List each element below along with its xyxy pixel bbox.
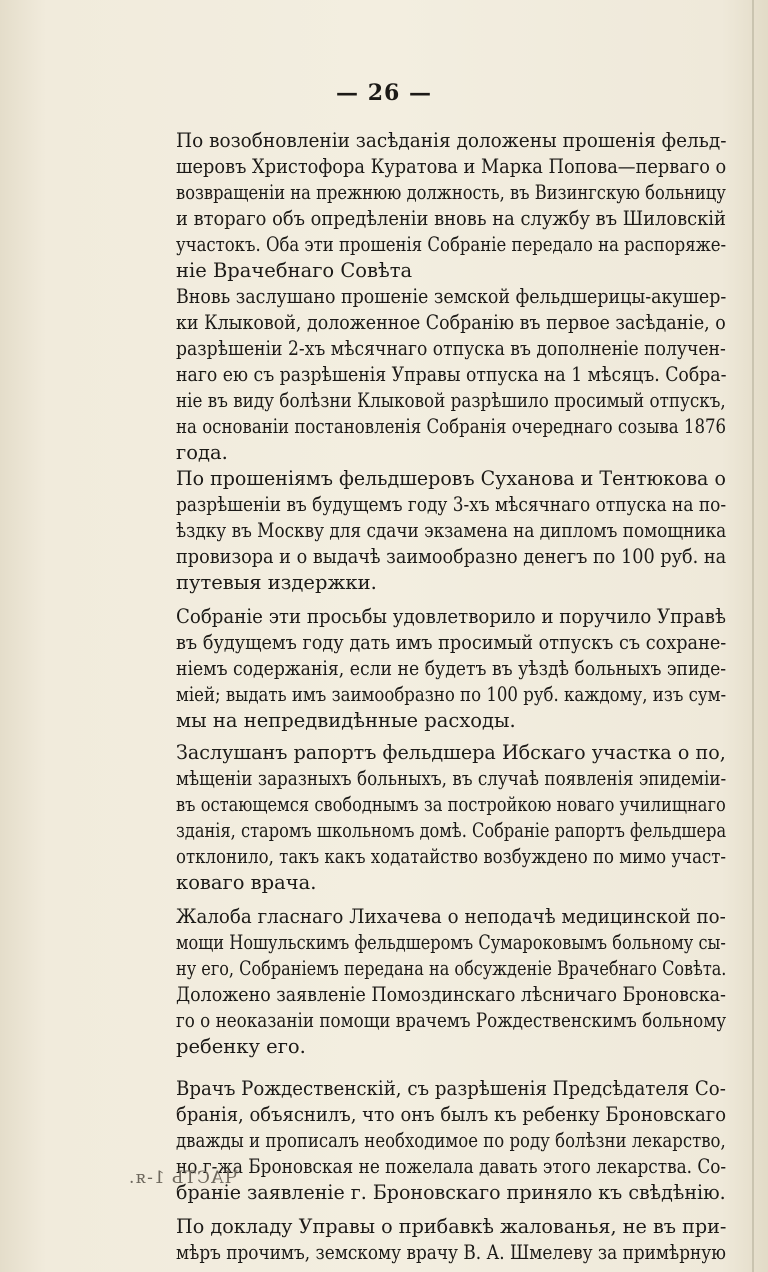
text-line: и втораго объ опредѣленіи вновь на службу въ Шиловскій: [176, 207, 726, 230]
text-line: зданія, старомъ школьномъ домѣ. Собраніе рапортъ фельдшера: [176, 819, 727, 842]
text-line: Жалоба гласнаго Лихачева о неподачѣ медицинской по-: [176, 905, 726, 928]
text-line: мощи Ношульскимъ фельдшеромъ Сумароковымъ больному сы-: [176, 931, 726, 954]
text-line: мы на непредвидѣнные расходы.: [176, 709, 516, 732]
paragraph: [176, 604, 726, 734]
text-line: Врачъ Рождественскій, съ разрѣшенія Предсѣдателя Со-: [176, 1077, 726, 1100]
text-line: ніе въ виду болѣзни Клыковой разрѣшило просимый отпускъ,: [176, 389, 726, 412]
footer-mark: ЧАСТЬ 1-я.: [128, 1168, 238, 1188]
paragraph: [176, 1076, 726, 1206]
text-line: ѣздку въ Москву для сдачи экзамена на дипломъ помощника: [176, 519, 727, 542]
text-line: ніе Врачебнаго Совѣта: [176, 259, 413, 282]
text-line: Вновь заслушано прошеніе земской фельдшерицы-акушер-: [176, 285, 727, 308]
paragraph: [176, 904, 726, 982]
text-line: разрѣшеніи 2-хъ мѣсячнаго отпуска въ дополненіе получен-: [176, 337, 726, 360]
text-line: отклонило, такъ какъ ходатайство возбуждено по мимо участ-: [176, 845, 727, 868]
text-line: но г-жа Броновская не пожелала давать этого лекарства. Со-: [176, 1155, 727, 1178]
text-line: разрѣшеніи въ будущемъ году 3-хъ мѣсячнаго отпуска на по-: [176, 493, 727, 516]
text-line: шеровъ Христофора Куратова и Марка Попова—перваго о: [176, 155, 727, 178]
text-line: бранія, объяснилъ, что онъ былъ къ ребенку Броновскаго: [176, 1103, 727, 1126]
text-line: въ будущемъ году дать имъ просимый отпускъ съ сохране-: [176, 631, 727, 654]
text-line: ребенку его.: [176, 1035, 306, 1058]
paragraph-gap: [176, 596, 726, 604]
text-line: ніемъ содержанія, если не будетъ въ уѣздѣ больныхъ эпиде-: [176, 657, 727, 680]
paragraph: [176, 466, 726, 596]
text-line: мѣщеніи заразныхъ больныхъ, въ случаѣ появленія эпидеміи-: [176, 767, 727, 790]
paragraph: [176, 982, 726, 1060]
text-line: въ остающемся свободнымъ за постройкою новаго училищнаго: [176, 793, 726, 816]
text-line: го о неоказаніи помощи врачемъ Рождественскимъ больному: [176, 1009, 727, 1032]
body-text: [176, 128, 726, 1266]
text-line: Заслушанъ рапортъ фельдшера Ибскаго участка о по,: [176, 741, 726, 764]
text-line: браніе заявленіе г. Броновскаго приняло къ свѣдѣнію.: [176, 1181, 726, 1204]
text-line: ки Клыковой, доложенное Собранію въ первое засѣданіе, о: [176, 311, 726, 334]
text-line: мѣръ прочимъ, земскому врачу В. А. Шмелеву за примѣрную: [176, 1241, 726, 1264]
text-line: на основаніи постановленія Собранія очереднаго созыва 1876: [176, 415, 727, 438]
paragraph: [176, 740, 726, 896]
text-line: коваго врача.: [176, 871, 317, 894]
text-line: возвращеніи на прежнюю должность, въ Визингскую больницу: [176, 181, 726, 204]
text-line: путевыя издержки.: [176, 571, 377, 594]
text-line: міей; выдать имъ заимообразно по 100 руб. каждому, изъ сум-: [176, 683, 727, 706]
text-line: По возобновленіи засѣданія доложены прошенія фельд-: [176, 129, 727, 152]
text-line: года.: [176, 441, 228, 464]
text-line: провизора и о выдачѣ заимообразно денегъ по 100 руб. на: [176, 545, 727, 568]
text-line: По прошеніямъ фельдшеровъ Суханова и Тентюкова о: [176, 467, 726, 490]
page-number: — 26 —: [336, 80, 432, 106]
text-line: ну его, Собраніемъ передана на обсужденіе Врачебнаго Совѣта.: [176, 957, 727, 980]
text-line: Доложено заявленіе Помоздинскаго лѣсничаго Броновска-: [176, 983, 726, 1006]
text-line: наго ею съ разрѣшенія Управы отпуска на 1 мѣсяцъ. Собра-: [176, 363, 727, 386]
paragraph: [176, 284, 726, 466]
paragraph-gap: [176, 1206, 726, 1214]
text-line: участокъ. Оба эти прошенія Собраніе передало на распоряже-: [176, 233, 727, 256]
text-line: дважды и прописалъ необходимое по роду болѣзни лекарство,: [176, 1129, 726, 1152]
text-line: Собраніе эти просьбы удовлетворило и поручило Управѣ: [176, 605, 726, 628]
text-line: По докладу Управы о прибавкѣ жалованья, не въ при-: [176, 1215, 727, 1238]
paragraph: [176, 128, 726, 284]
paragraph-gap: [176, 896, 726, 904]
paragraph-gap: [176, 1060, 726, 1076]
paragraph: [176, 1214, 726, 1266]
